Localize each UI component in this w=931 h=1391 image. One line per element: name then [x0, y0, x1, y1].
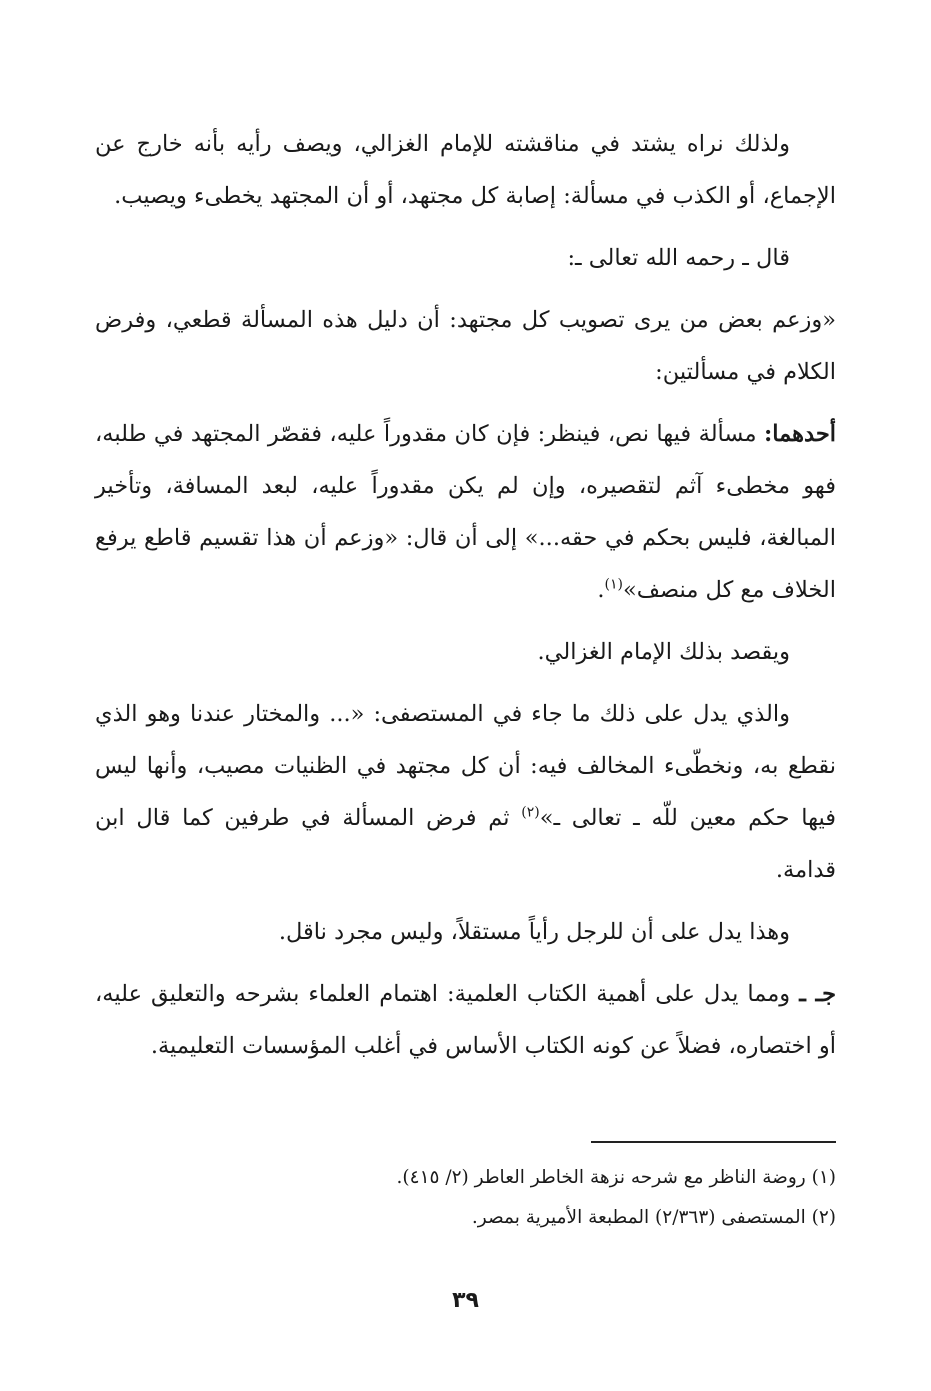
footnote-2: (٢) المستصفى (٢/٣٦٣) المطبعة الأميرية بمصر. [471, 1207, 836, 1228]
paragraph-independent-view [95, 906, 836, 958]
paragraph-intent [95, 626, 836, 678]
paragraph-mustasfa-evidence [95, 688, 836, 896]
paragraph-text: ولذلك نراه يشتد في مناقشته للإمام الغزالي، ويصف رأيه بأنه خارج عن الإجماع، أو الكذب في مسألة: إصابة كل مجتهد، أو أن المجتهد يخطىء ويصيب. [95, 131, 836, 209]
paragraph-text: وهذا يدل على أن للرجل رأياً مستقلاً، وليس مجرد ناقل. [278, 919, 790, 945]
footnote-1: (١) روضة الناظر مع شرحه نزهة الخاطر العاطر (٢/ ٤١٥). [396, 1167, 836, 1188]
paragraph-text-after: ثم فرض المسألة في طرفين كما قال ابن قدامة. [95, 805, 836, 883]
paragraph-lead: جـ ـ [799, 981, 836, 1007]
paragraph-text: والذي يدل على ذلك ما جاء في المستصفى: «... والمختار عندنا وهو الذي نقطع به، ونخطّىء المخالف فيه: أن كل مجتهد في الظنيات مصيب، وأنها ليس فيها حكم معين للّه ـ تعالى ـ» [95, 701, 836, 831]
footnote-reference[interactable]: (١) [604, 576, 623, 593]
paragraph-quote-intro [95, 232, 836, 284]
paragraph-quote-start [95, 294, 836, 398]
paragraph-text: ويقصد بذلك الإمام الغزالي. [537, 639, 790, 665]
footnote-reference[interactable]: (٢) [521, 804, 540, 821]
paragraph-text: قال ـ رحمه الله تعالى ـ: [567, 245, 790, 271]
footnotes [95, 1158, 836, 1238]
paragraph-lead: أحدهما: [763, 421, 836, 447]
paragraph-text-after: . [597, 577, 605, 603]
paragraph-text: «وزعم بعض من يرى تصويب كل مجتهد: أن دليل هذه المسألة قطعي، وفرض الكلام في مسألتين: [95, 307, 836, 385]
body-text [95, 118, 836, 1082]
paragraph-first-issue [95, 408, 836, 616]
paragraph-ghazali-criticism [95, 118, 836, 222]
page-number: ٣٩ [452, 1288, 479, 1313]
footnote-divider [591, 1141, 836, 1143]
paragraph-text: ومما يدل على أهمية الكتاب العلمية: اهتمام العلماء بشرحه والتعليق عليه، أو اختصاره، فضلاً عن كونه الكتاب الأساس في أغلب المؤسسات التعليمية. [95, 981, 836, 1059]
paragraph-text: مسألة فيها نص، فينظر: فإن كان مقدوراً عليه، فقصّر المجتهد في طلبه، فهو مخطىء آثم لتقصيره، وإن لم يكن مقدوراً عليه، لبعد المسافة، وتأخير المبالغة، فليس بحكم في حقه...» إلى أن قال: «وزعم أن هذا تقسيم قاطع يرفع الخلاف مع كل منصف» [95, 421, 836, 603]
paragraph-book-importance [95, 968, 836, 1072]
